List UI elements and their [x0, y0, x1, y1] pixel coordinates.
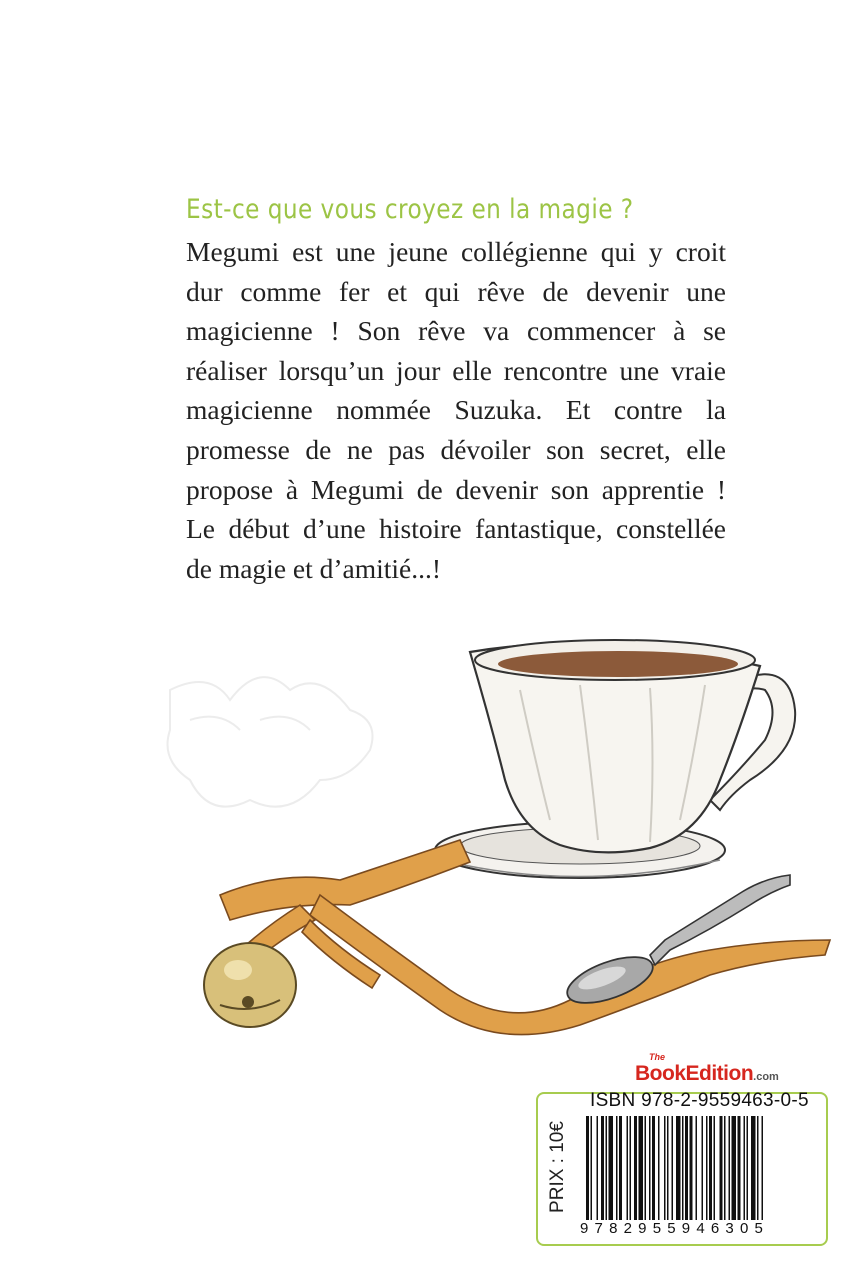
barcode-bar [667, 1116, 669, 1220]
barcode-bar [696, 1116, 698, 1220]
barcode-bar [664, 1116, 666, 1220]
blurb-line: propose à Megumi de devenir son apprentie ! [186, 473, 726, 505]
blurb-line: promesse de ne pas dévoiler son secret, elle [186, 433, 726, 465]
blurb-line: magicienne nommée Suzuka. Et contre la [186, 394, 726, 426]
publisher-name: BookEdition [635, 1062, 754, 1085]
barcode-bar [744, 1116, 746, 1220]
barcode [586, 1116, 814, 1220]
barcode-bar [702, 1116, 704, 1220]
barcode-bar [645, 1116, 647, 1220]
barcode-bar [652, 1116, 655, 1220]
barcode-bar [690, 1116, 693, 1220]
barcode-bar [649, 1116, 651, 1220]
barcode-bar [619, 1116, 622, 1220]
barcode-bar [676, 1116, 681, 1220]
blurb-line: magicienne ! Son rêve va commencer à se [186, 315, 726, 347]
barcode-bar [757, 1116, 759, 1220]
barcode-bar [601, 1116, 604, 1220]
barcode-bar [609, 1116, 614, 1220]
blurb-line: Megumi est une jeune collégienne qui y croit [186, 236, 726, 267]
barcode-bar [685, 1116, 688, 1220]
teacup-illustration [150, 630, 840, 1070]
barcode-bar [616, 1116, 618, 1220]
barcode-bar [729, 1116, 731, 1220]
barcode-bar [720, 1116, 723, 1220]
barcode-bar [606, 1116, 608, 1220]
barcode-bar [586, 1116, 589, 1220]
ean-digits: 9782955946305 [580, 1220, 770, 1237]
publisher-logo-the: The [649, 1052, 666, 1062]
barcode-bar [706, 1116, 708, 1220]
bell [204, 943, 296, 1027]
blurb-text [186, 232, 726, 588]
publisher-logo-name [635, 1062, 779, 1086]
barcode-bar [658, 1116, 660, 1220]
blurb-line: de magie et d’amitié...! [186, 552, 442, 584]
barcode-bar [762, 1116, 764, 1220]
blurb-line: réaliser lorsqu’un jour elle rencontre une vraie [186, 354, 726, 386]
barcode-bar [634, 1116, 637, 1220]
barcode-bar [751, 1116, 756, 1220]
barcode-bar [682, 1116, 684, 1220]
barcode-bar [591, 1116, 593, 1220]
price-label [538, 1094, 578, 1240]
faint-sketch [168, 677, 373, 807]
barcode-bar [672, 1116, 674, 1220]
tagline: Est-ce que vous croyez en la magie ? [186, 194, 634, 225]
barcode-bar [639, 1116, 644, 1220]
publisher-logo [635, 1052, 795, 1088]
price-text: PRIX : 10€ [547, 1121, 568, 1213]
barcode-bar [627, 1116, 629, 1220]
blurb-line: Le début d’une histoire fantastique, constellée [186, 513, 726, 545]
barcode-bar [709, 1116, 712, 1220]
blurb-line: dur comme fer et qui rêve de devenir une [186, 275, 726, 307]
barcode-bar [732, 1116, 737, 1220]
barcode-bar [630, 1116, 632, 1220]
barcode-bar [738, 1116, 741, 1220]
publisher-domain: .com [753, 1071, 779, 1083]
barcode-bar [724, 1116, 726, 1220]
barcode-bar [747, 1116, 749, 1220]
barcode-bar [597, 1116, 599, 1220]
barcode-bar [714, 1116, 716, 1220]
cup [470, 640, 760, 852]
isbn-label: ISBN 978-2-9559463-0-5 [590, 1090, 809, 1111]
